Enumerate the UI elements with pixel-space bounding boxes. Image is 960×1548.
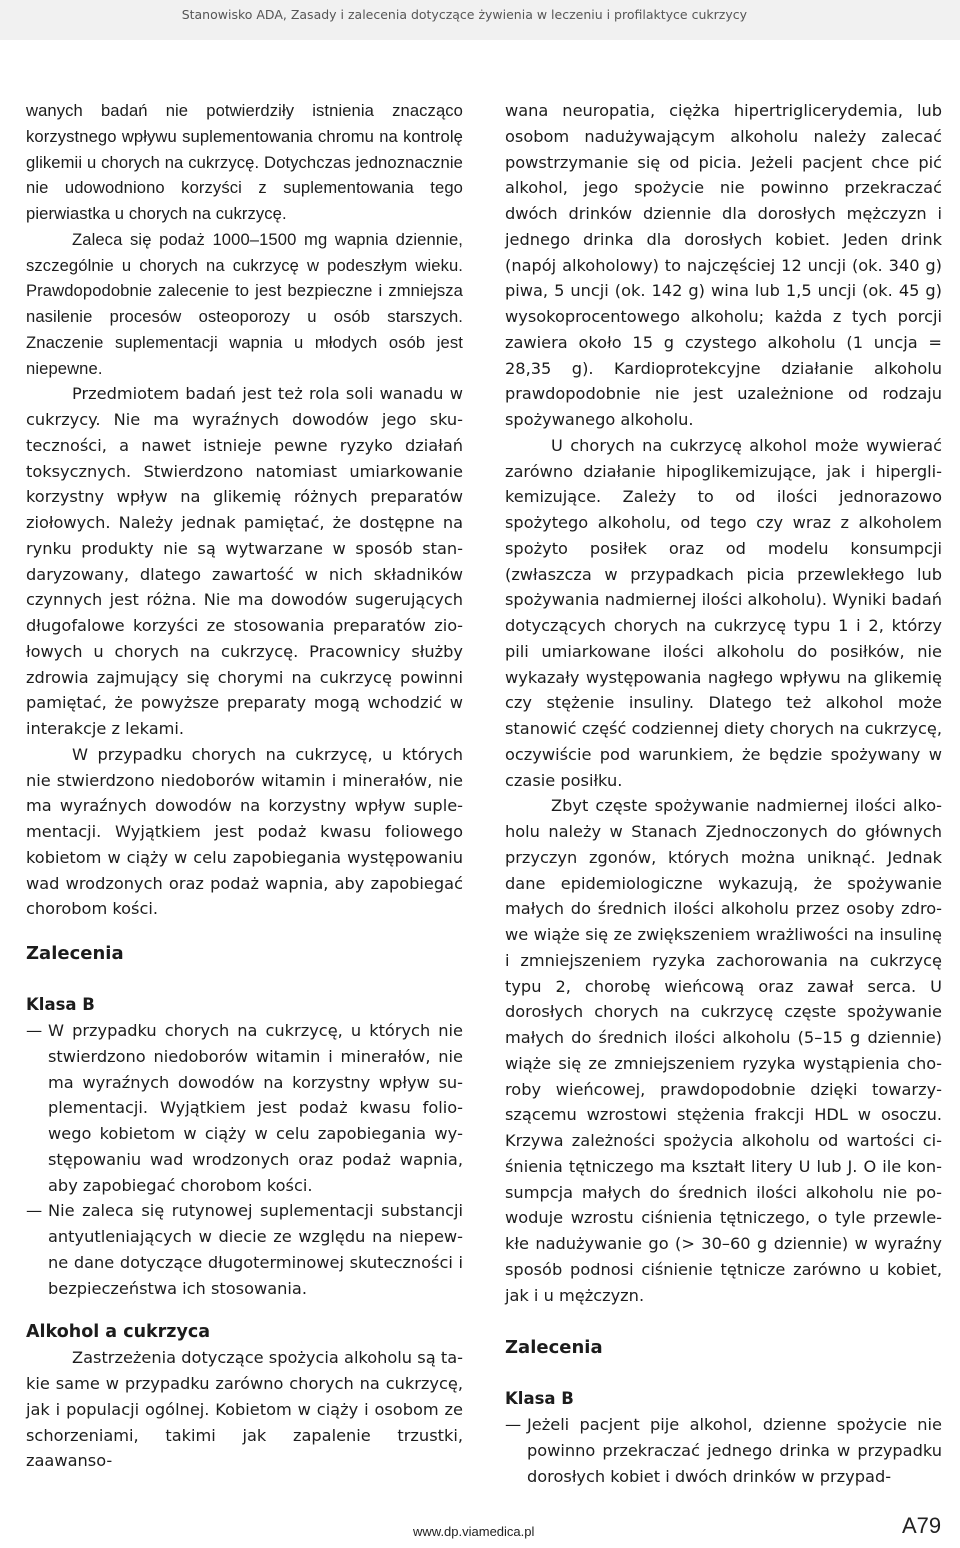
left-column: [26, 98, 463, 1474]
dash-bullet: —: [505, 1415, 522, 1435]
class-heading: Klasa B: [505, 1389, 574, 1409]
paragraph: Przedmiotem badań jest też rola soli wanadu w cukrzycy. Nie ma wyraźnych dowodów jego skuteczności, a nawet istnieje pewne ryzyko działań toksycznych. Stwierdzono natomiast umiarkowanie korzystny wpływ na glikemię różnych preparatów ziołowych. Należy jednak pamiętać, że dostępne na rynku produkty nie są wytwarzane w sposób standaryzowany, dlatego zawartość w nich składników czynnych jest różna. Nie ma dowodów sugerujących długofalowe korzyści ze stosowania preparatów ziołowych u chorych na cukrzycę. Pracownicy służby zdrowia zajmujący się chorymi na cukrzycę powinni pamiętać, że powyższe preparaty mogą wchodzić w interakcje z lekami.: [26, 384, 463, 738]
section-heading-recommendations: Zalecenia: [505, 1337, 603, 1359]
paragraph: Zbyt częste spożywanie nadmiernej ilości alkoholu należy w Stanach Zjednoczonych do głównych przyczyn zgonów, których można uniknąć. Jednak dane epidemiologiczne wykazują, że spożywanie małych do średnich ilości alkoholu przez osoby zdrowe wiąże się ze zwiększeniem wrażliwości na insulinę i zmniejszeniem ryzyka zachorowania na cukrzycę typu 2, chorobę wieńcową oraz zawał serca. U dorosłych chorych na cukrzycę częste spożywanie małych do średnich ilości alkoholu (5–15 g dziennie) wiąże się ze zmniejszeniem ryzyka wystąpienia choroby wieńcowej, prawdopodobnie dzięki towarzyszącemu wzrostowi stężenia frakcji HDL w osoczu. Krzywa zależności spożycia alkoholu od wartości ciśnienia tętniczego ma kształt litery U lub J. O ile konsumpcja małych do średnich ilości alkoholu nie powoduje wzrostu ciśnienia tętniczego, o tyle przewlekłe nadużywanie go (> 30–60 g dziennie) w wyraźny sposób podnosi ciśnienie tętnicze zarówno u kobiet, jak i u mężczyzn.: [505, 796, 942, 1305]
paragraph: W przypadku chorych na cukrzycę, u których nie stwierdzono niedoborów witamin i minerałów, nie ma wyraźnych dowodów na korzystny wpływ suplementacji. Wyjątkiem jest podaż kwasu foliowego kobietom w ciąży w celu zapobiegania występowaniu wad wrodzonych oraz podaż wapnia, aby zapobiegać chorobom kości.: [26, 744, 463, 919]
running-header: [0, 0, 960, 40]
recommendation-text: Jeżeli pacjent pije alkohol, dzienne spożycie nie powinno przekraczać jednego drinka w przypadku dorosłych kobiet i dwóch drinków w przypad-: [527, 1415, 942, 1486]
recommendation-text: Nie zaleca się rutynowej suplementacji substancji antyutleniających w diecie ze względu na niepewne dane dotyczące długoterminowej skuteczności i bezpieczeństwa ich stosowania.: [48, 1201, 463, 1298]
right-column: [505, 98, 942, 1490]
page-number: A79: [902, 1513, 942, 1538]
recommendation-item: [505, 1412, 942, 1489]
paragraph: Zastrzeżenia dotyczące spożycia alkoholu są takie same w przypadku zarówno chorych na cukrzycę, jak i populacji ogólnej. Kobietom w ciąży i osobom ze schorzeniami, takimi jak zapalenie trzustki, zaawanso-: [26, 1348, 463, 1471]
paragraph: U chorych na cukrzycę alkohol może wywierać zarówno działanie hipoglikemizujące, jak i hiperglikemizujące. Zależy to od ilości jednorazowo spożytego alkoholu, od tego czy wraz z alkoholem spożyto posiłek oraz od modelu konsumpcji (zwłaszcza w przypadkach picia przewlekłego lub spożywania nadmiernej ilości alkoholu). Wyniki badań dotyczących chorych na cukrzycę typu 1 i 2, którzy pili umiarkowane ilości alkoholu do posiłków, nie wykazały występowania nagłego wpływu na glikemię czy stężenie insuliny. Dlatego też alkohol może stanowić część codziennej diety chorych na cukrzycę, oczywiście pod warunkiem, że będzie spożywany w czasie posiłku.: [505, 435, 942, 790]
recommendation-item: [26, 1198, 463, 1301]
recommendation-item: [26, 1018, 463, 1198]
footer-url: www.dp.viamedica.pl: [413, 1524, 535, 1539]
paragraph: wanych badań nie potwierdziły istnienia znacząco korzystnego wpływu suplementowania chromu na kontrolę glikemii u chorych na cukrzycę. Dotychczas jednoznacznie nie udowodniono korzyści z suplementowania tego pierwiastka u chorych na cukrzycę.: [26, 101, 463, 223]
paragraph: wana neuropatia, ciężka hipertriglicerydemia, lub osobom nadużywającym alkoholu należy zalecać powstrzymanie się od picia. Jeżeli pacjent chce pić alkohol, jego spożycie nie powinno przekraczać dwóch drinków dziennie dla dorosłych mężczyzn i jednego drinka dla dorosłych kobiet. Jeden drink (napój alkoholowy) to najczęściej 12 uncji (ok. 340 g) piwa, 5 uncji (ok. 142 g) wina lub 1,5 uncji (ok. 45 g) wysokoprocentowego alkoholu; każda z tych porcji zawiera około 15 g czystego alkoholu (1 uncja = 28,35 g). Kardioprotekcyjne działanie alkoholu prawdopodobnie nie jest uzależnione od rodzaju spożywanego alkoholu.: [505, 101, 942, 429]
dash-bullet: —: [26, 1201, 43, 1221]
running-title: Stanowisko ADA, Zasady i zalecenia dotyczące żywienia w leczeniu i profilaktyce cukrzycy: [181, 7, 747, 22]
dash-bullet: —: [26, 1021, 43, 1040]
section-heading-recommendations: Zalecenia: [26, 943, 124, 964]
paragraph: Zaleca się podaż 1000–1500 mg wapnia dziennie, szczególnie u chorych na cukrzycę w podeszłym wieku. Prawdopodobnie zalecenie to jest bezpieczne i zmniejsza nasilenie procesów osteoporozy u osób starszych. Znaczenie suplementacji wapnia u młodych osób jest niepewne.: [26, 229, 463, 378]
class-heading: Klasa B: [26, 995, 95, 1014]
recommendation-text: W przypadku chorych na cukrzycę, u których nie stwierdzono niedoborów witamin i minerałów, nie ma wyraźnych dowodów na korzystny wpływ suplementacji. Wyjątkiem jest podaż kwasu foliowego kobietom w ciąży w celu zapobiegania występowaniu wad wrodzonych oraz podaż wapnia, aby zapobiegać chorobom kości.: [48, 1021, 463, 1195]
section-heading-alcohol: Alkohol a cukrzyca: [26, 1322, 211, 1343]
